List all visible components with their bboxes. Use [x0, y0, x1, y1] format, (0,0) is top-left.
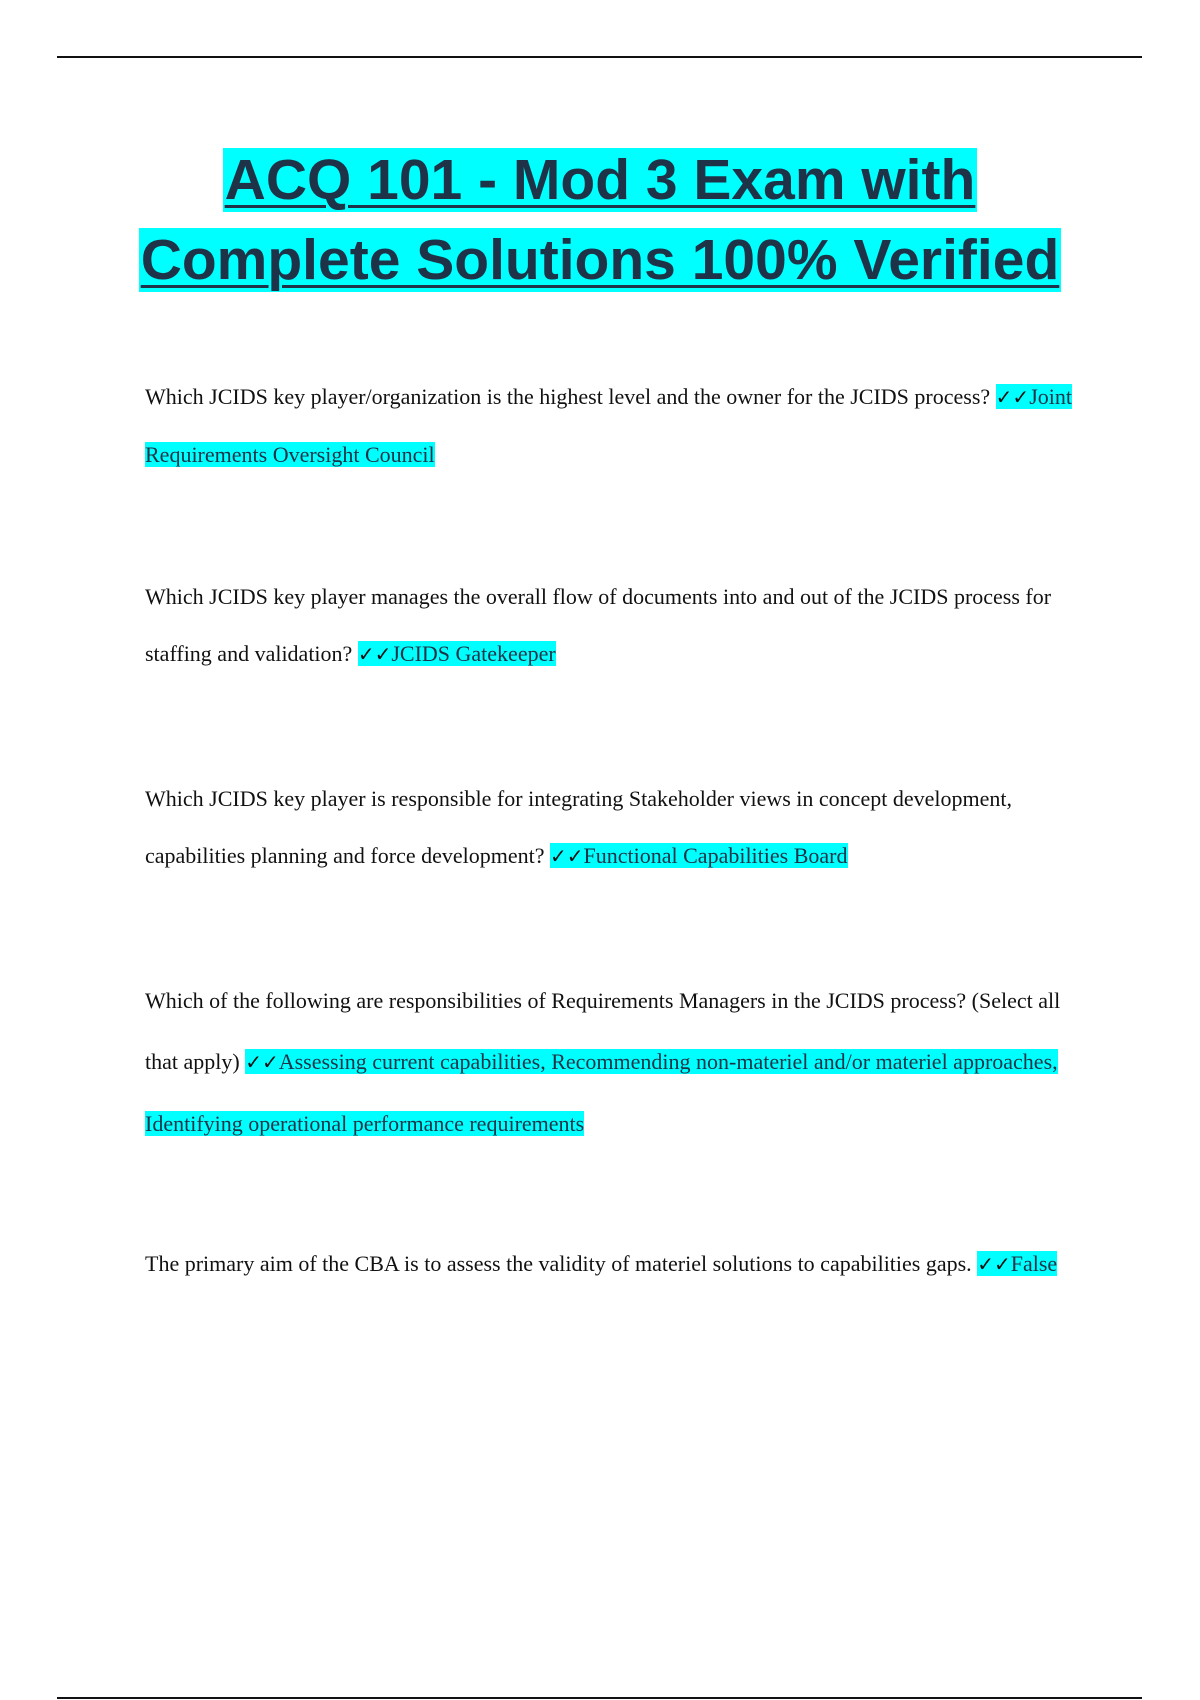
answer-text: Assessing current capabilities, Recommending non-materiel and/or materiel approaches, Identifying operational performance requirements	[145, 1049, 1058, 1136]
qa-item-4	[145, 970, 1080, 1154]
answer-text: Functional Capabilities Board	[583, 843, 848, 868]
question-text: Which JCIDS key player manages the overall flow of documents into and out of the JCIDS process for staffing and validation?	[145, 584, 1052, 666]
question-text: The primary aim of the CBA is to assess the validity of materiel solutions to capabilities gaps.	[145, 1251, 972, 1276]
double-check-icon: ✓✓	[977, 1252, 1011, 1276]
title-line-1: ACQ 101 - Mod 3 Exam with	[224, 148, 976, 212]
question-text: Which of the following are responsibilities of Requirements Managers in the JCIDS process? (Select all that apply)	[145, 988, 1061, 1074]
qa-item-5	[145, 1235, 1080, 1293]
double-check-icon: ✓✓	[550, 844, 584, 868]
double-check-icon: ✓✓	[995, 385, 1030, 409]
question-text: Which JCIDS key player/organization is the highest level and the owner for the JCIDS process?	[145, 384, 991, 409]
answer-text: JCIDS Gatekeeper	[391, 641, 556, 666]
qa-item-3	[145, 770, 1080, 885]
qa-item-2	[145, 568, 1080, 683]
title-line-2: Complete Solutions 100% Verified	[140, 228, 1060, 292]
top-rule	[57, 56, 1142, 58]
bottom-rule	[57, 1697, 1142, 1699]
answer-text: Joint Requirements Oversight Council	[145, 384, 1072, 467]
double-check-icon: ✓✓	[245, 1050, 279, 1074]
answer-highlight	[550, 843, 847, 868]
double-check-icon: ✓✓	[357, 642, 392, 666]
question-text: Which JCIDS key player is responsible for integrating Stakeholder views in concept development, capabilities planning and force development?	[145, 786, 1012, 868]
answer-highlight	[977, 1251, 1057, 1276]
answer-text: False	[1010, 1251, 1058, 1276]
document-title	[0, 140, 1200, 300]
qa-item-1	[145, 368, 1080, 483]
answer-highlight	[145, 1049, 1058, 1136]
answer-highlight	[358, 641, 556, 666]
